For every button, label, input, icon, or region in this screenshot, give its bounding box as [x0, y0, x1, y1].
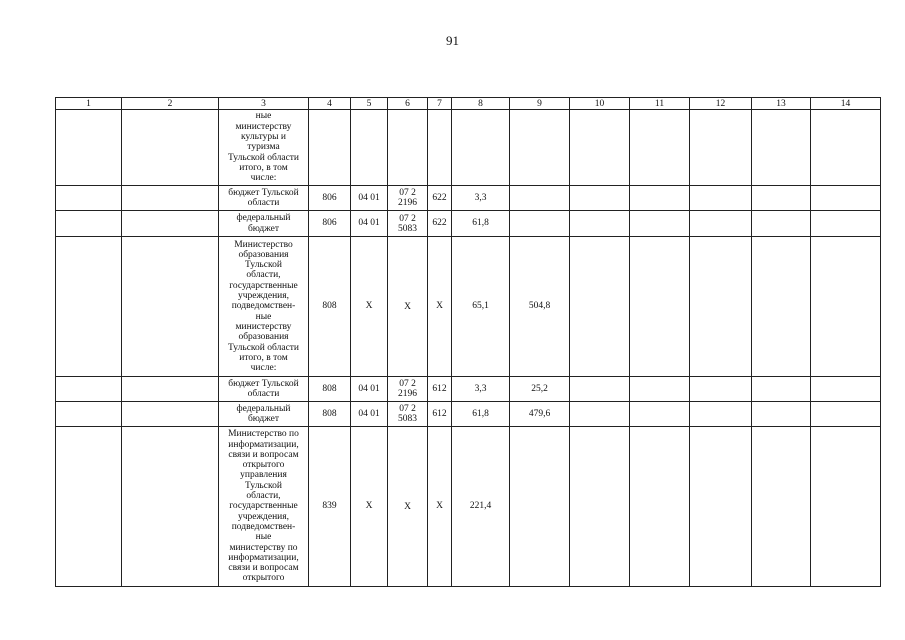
table-row [56, 211, 881, 237]
cell-description [219, 427, 309, 587]
cell-section: 04 01 [351, 186, 388, 211]
cell-description [219, 186, 309, 211]
cell-col11 [630, 427, 690, 587]
description-line: открытого [242, 460, 285, 471]
cell-col10 [570, 110, 630, 186]
description-line: связи и вопросам [228, 449, 299, 460]
target-article-line: 07 2 [399, 404, 416, 414]
cell-col2 [122, 237, 219, 377]
table-row [56, 186, 881, 211]
cell-value-col8 [452, 110, 510, 186]
cell-code-grbs: 806 [309, 186, 351, 211]
description-line: учреждения, [237, 511, 290, 522]
cell-col1 [56, 402, 122, 427]
description-line: бюджет Тульской [228, 378, 299, 389]
description-line: бюджет [247, 223, 280, 234]
cell-col2 [122, 211, 219, 237]
page-number: 91 [446, 33, 459, 48]
table-row [56, 377, 881, 402]
cell-col11 [630, 237, 690, 377]
column-header: 3 [219, 98, 309, 110]
cell-expense-type: 622 [428, 186, 452, 211]
cell-target-article [388, 402, 428, 427]
cell-col11 [630, 186, 690, 211]
description-line: государственные [229, 280, 298, 291]
cell-col1 [56, 186, 122, 211]
cell-value-col8: 61,8 [452, 211, 510, 237]
cell-col1 [56, 211, 122, 237]
table-row [56, 427, 881, 587]
cell-col13 [752, 402, 811, 427]
cell-col14 [811, 402, 881, 427]
cell-col13 [752, 427, 811, 587]
description-line: ные [255, 311, 272, 322]
cell-col14 [811, 186, 881, 211]
target-article-line: X [404, 301, 411, 312]
cell-col2 [122, 402, 219, 427]
cell-section: X [351, 237, 388, 377]
cell-value-col9 [510, 186, 570, 211]
cell-section: 04 01 [351, 377, 388, 402]
description-line: министерству по [229, 542, 298, 553]
cell-code-grbs: 839 [309, 427, 351, 587]
cell-col14 [811, 237, 881, 377]
description-line: ные [255, 111, 272, 122]
cell-col1 [56, 427, 122, 587]
cell-col11 [630, 377, 690, 402]
target-article-line: 07 2 [399, 213, 416, 224]
cell-col11 [630, 110, 690, 186]
column-header: 11 [630, 98, 690, 110]
description-line: федеральный [236, 213, 291, 224]
cell-col12 [690, 110, 752, 186]
cell-col10 [570, 427, 630, 587]
cell-col10 [570, 237, 630, 377]
cell-value-col9 [510, 211, 570, 237]
description-line: министерству [235, 121, 292, 132]
description-line: ные [255, 532, 272, 543]
column-header: 10 [570, 98, 630, 110]
cell-col10 [570, 211, 630, 237]
budget-table [55, 97, 881, 587]
cell-value-col9: 504,8 [510, 237, 570, 377]
cell-col1 [56, 110, 122, 186]
cell-description [219, 377, 309, 402]
cell-col2 [122, 377, 219, 402]
description-line: информатизации, [228, 552, 299, 563]
description-line: подведомствен- [231, 521, 296, 532]
column-header: 6 [388, 98, 428, 110]
cell-expense-type: 622 [428, 211, 452, 237]
cell-value-col9 [510, 110, 570, 186]
target-article-line: 07 2 [399, 379, 416, 389]
description-line: связи и вопросам [228, 563, 299, 574]
cell-col2 [122, 186, 219, 211]
cell-value-col8: 221,4 [452, 427, 510, 587]
target-article-line: X [404, 501, 411, 512]
cell-description [219, 402, 309, 427]
description-line: государственные [229, 501, 298, 512]
column-header: 4 [309, 98, 351, 110]
description-line: числе: [250, 173, 277, 184]
description-line: области, [246, 270, 281, 281]
column-header: 5 [351, 98, 388, 110]
cell-target-article [388, 377, 428, 402]
description-line: информатизации, [228, 439, 299, 450]
cell-col13 [752, 237, 811, 377]
cell-col14 [811, 110, 881, 186]
cell-description [219, 211, 309, 237]
column-header: 9 [510, 98, 570, 110]
cell-col12 [690, 237, 752, 377]
column-header: 12 [690, 98, 752, 110]
description-line: федеральный [236, 403, 291, 414]
cell-col1 [56, 377, 122, 402]
cell-col12 [690, 186, 752, 211]
cell-section [351, 110, 388, 186]
cell-col11 [630, 211, 690, 237]
cell-code-grbs: 806 [309, 211, 351, 237]
cell-expense-type [428, 110, 452, 186]
cell-section: 04 01 [351, 211, 388, 237]
cell-expense-type: X [428, 237, 452, 377]
description-line: итого, в том [239, 352, 288, 363]
cell-code-grbs: 808 [309, 237, 351, 377]
cell-col13 [752, 211, 811, 237]
cell-col2 [122, 427, 219, 587]
description-line: области [247, 389, 280, 399]
cell-expense-type: 612 [428, 402, 452, 427]
cell-col13 [752, 186, 811, 211]
column-header: 14 [811, 98, 881, 110]
cell-value-col8: 65,1 [452, 237, 510, 377]
table-row [56, 402, 881, 427]
cell-col12 [690, 377, 752, 402]
table-body [56, 110, 881, 587]
column-header: 8 [452, 98, 510, 110]
description-line: подведомствен- [231, 301, 296, 312]
cell-section: 04 01 [351, 402, 388, 427]
target-article-line: 2196 [398, 389, 417, 399]
description-line: Тульской области [227, 342, 300, 353]
cell-col14 [811, 211, 881, 237]
cell-col10 [570, 186, 630, 211]
cell-target-article [388, 211, 428, 237]
cell-col12 [690, 402, 752, 427]
description-line: бюджет [247, 414, 280, 424]
cell-col11 [630, 402, 690, 427]
description-line: итого, в том [239, 162, 288, 173]
table-row [56, 237, 881, 377]
description-line: Тульской области [227, 152, 300, 163]
cell-section: X [351, 427, 388, 587]
description-line: образования [238, 249, 289, 260]
table-row [56, 110, 881, 186]
description-line: учреждения, [237, 291, 290, 302]
header-row [56, 98, 881, 110]
target-article-line: 07 2 [399, 188, 416, 198]
cell-target-article [388, 237, 428, 377]
column-header: 13 [752, 98, 811, 110]
cell-col13 [752, 110, 811, 186]
cell-expense-type: X [428, 427, 452, 587]
cell-target-article [388, 110, 428, 186]
cell-code-grbs [309, 110, 351, 186]
cell-expense-type: 612 [428, 377, 452, 402]
description-line: числе: [250, 363, 277, 374]
description-line: Министерство [234, 239, 293, 250]
column-header: 7 [428, 98, 452, 110]
cell-value-col9: 479,6 [510, 402, 570, 427]
cell-description [219, 237, 309, 377]
target-article-line: 2196 [398, 198, 417, 208]
description-line: области, [246, 491, 281, 502]
cell-description [219, 110, 309, 186]
description-line: туризма [247, 142, 280, 153]
cell-col10 [570, 402, 630, 427]
target-article-line: 5083 [398, 223, 417, 234]
description-line: управления [240, 470, 287, 481]
description-line: бюджет Тульской [228, 187, 299, 198]
cell-col1 [56, 237, 122, 377]
cell-col14 [811, 377, 881, 402]
description-line: министерству [235, 321, 292, 332]
description-line: открытого [242, 573, 285, 584]
description-line: Министерство по [228, 429, 299, 440]
description-line: Тульской [245, 480, 282, 491]
cell-value-col9 [510, 427, 570, 587]
description-line: культуры и [241, 132, 286, 143]
cell-value-col8: 61,8 [452, 402, 510, 427]
cell-col13 [752, 377, 811, 402]
column-header: 1 [56, 98, 122, 110]
cell-code-grbs: 808 [309, 377, 351, 402]
description-line: образования [238, 332, 289, 343]
cell-col2 [122, 110, 219, 186]
description-line: области [247, 198, 280, 208]
cell-value-col9: 25,2 [510, 377, 570, 402]
cell-target-article [388, 186, 428, 211]
description-line: Тульской [245, 260, 282, 271]
cell-code-grbs: 808 [309, 402, 351, 427]
cell-col14 [811, 427, 881, 587]
target-article-line: 5083 [398, 414, 417, 424]
cell-value-col8: 3,3 [452, 186, 510, 211]
cell-col12 [690, 427, 752, 587]
cell-col10 [570, 377, 630, 402]
cell-value-col8: 3,3 [452, 377, 510, 402]
cell-col12 [690, 211, 752, 237]
column-header: 2 [122, 98, 219, 110]
cell-target-article [388, 427, 428, 587]
